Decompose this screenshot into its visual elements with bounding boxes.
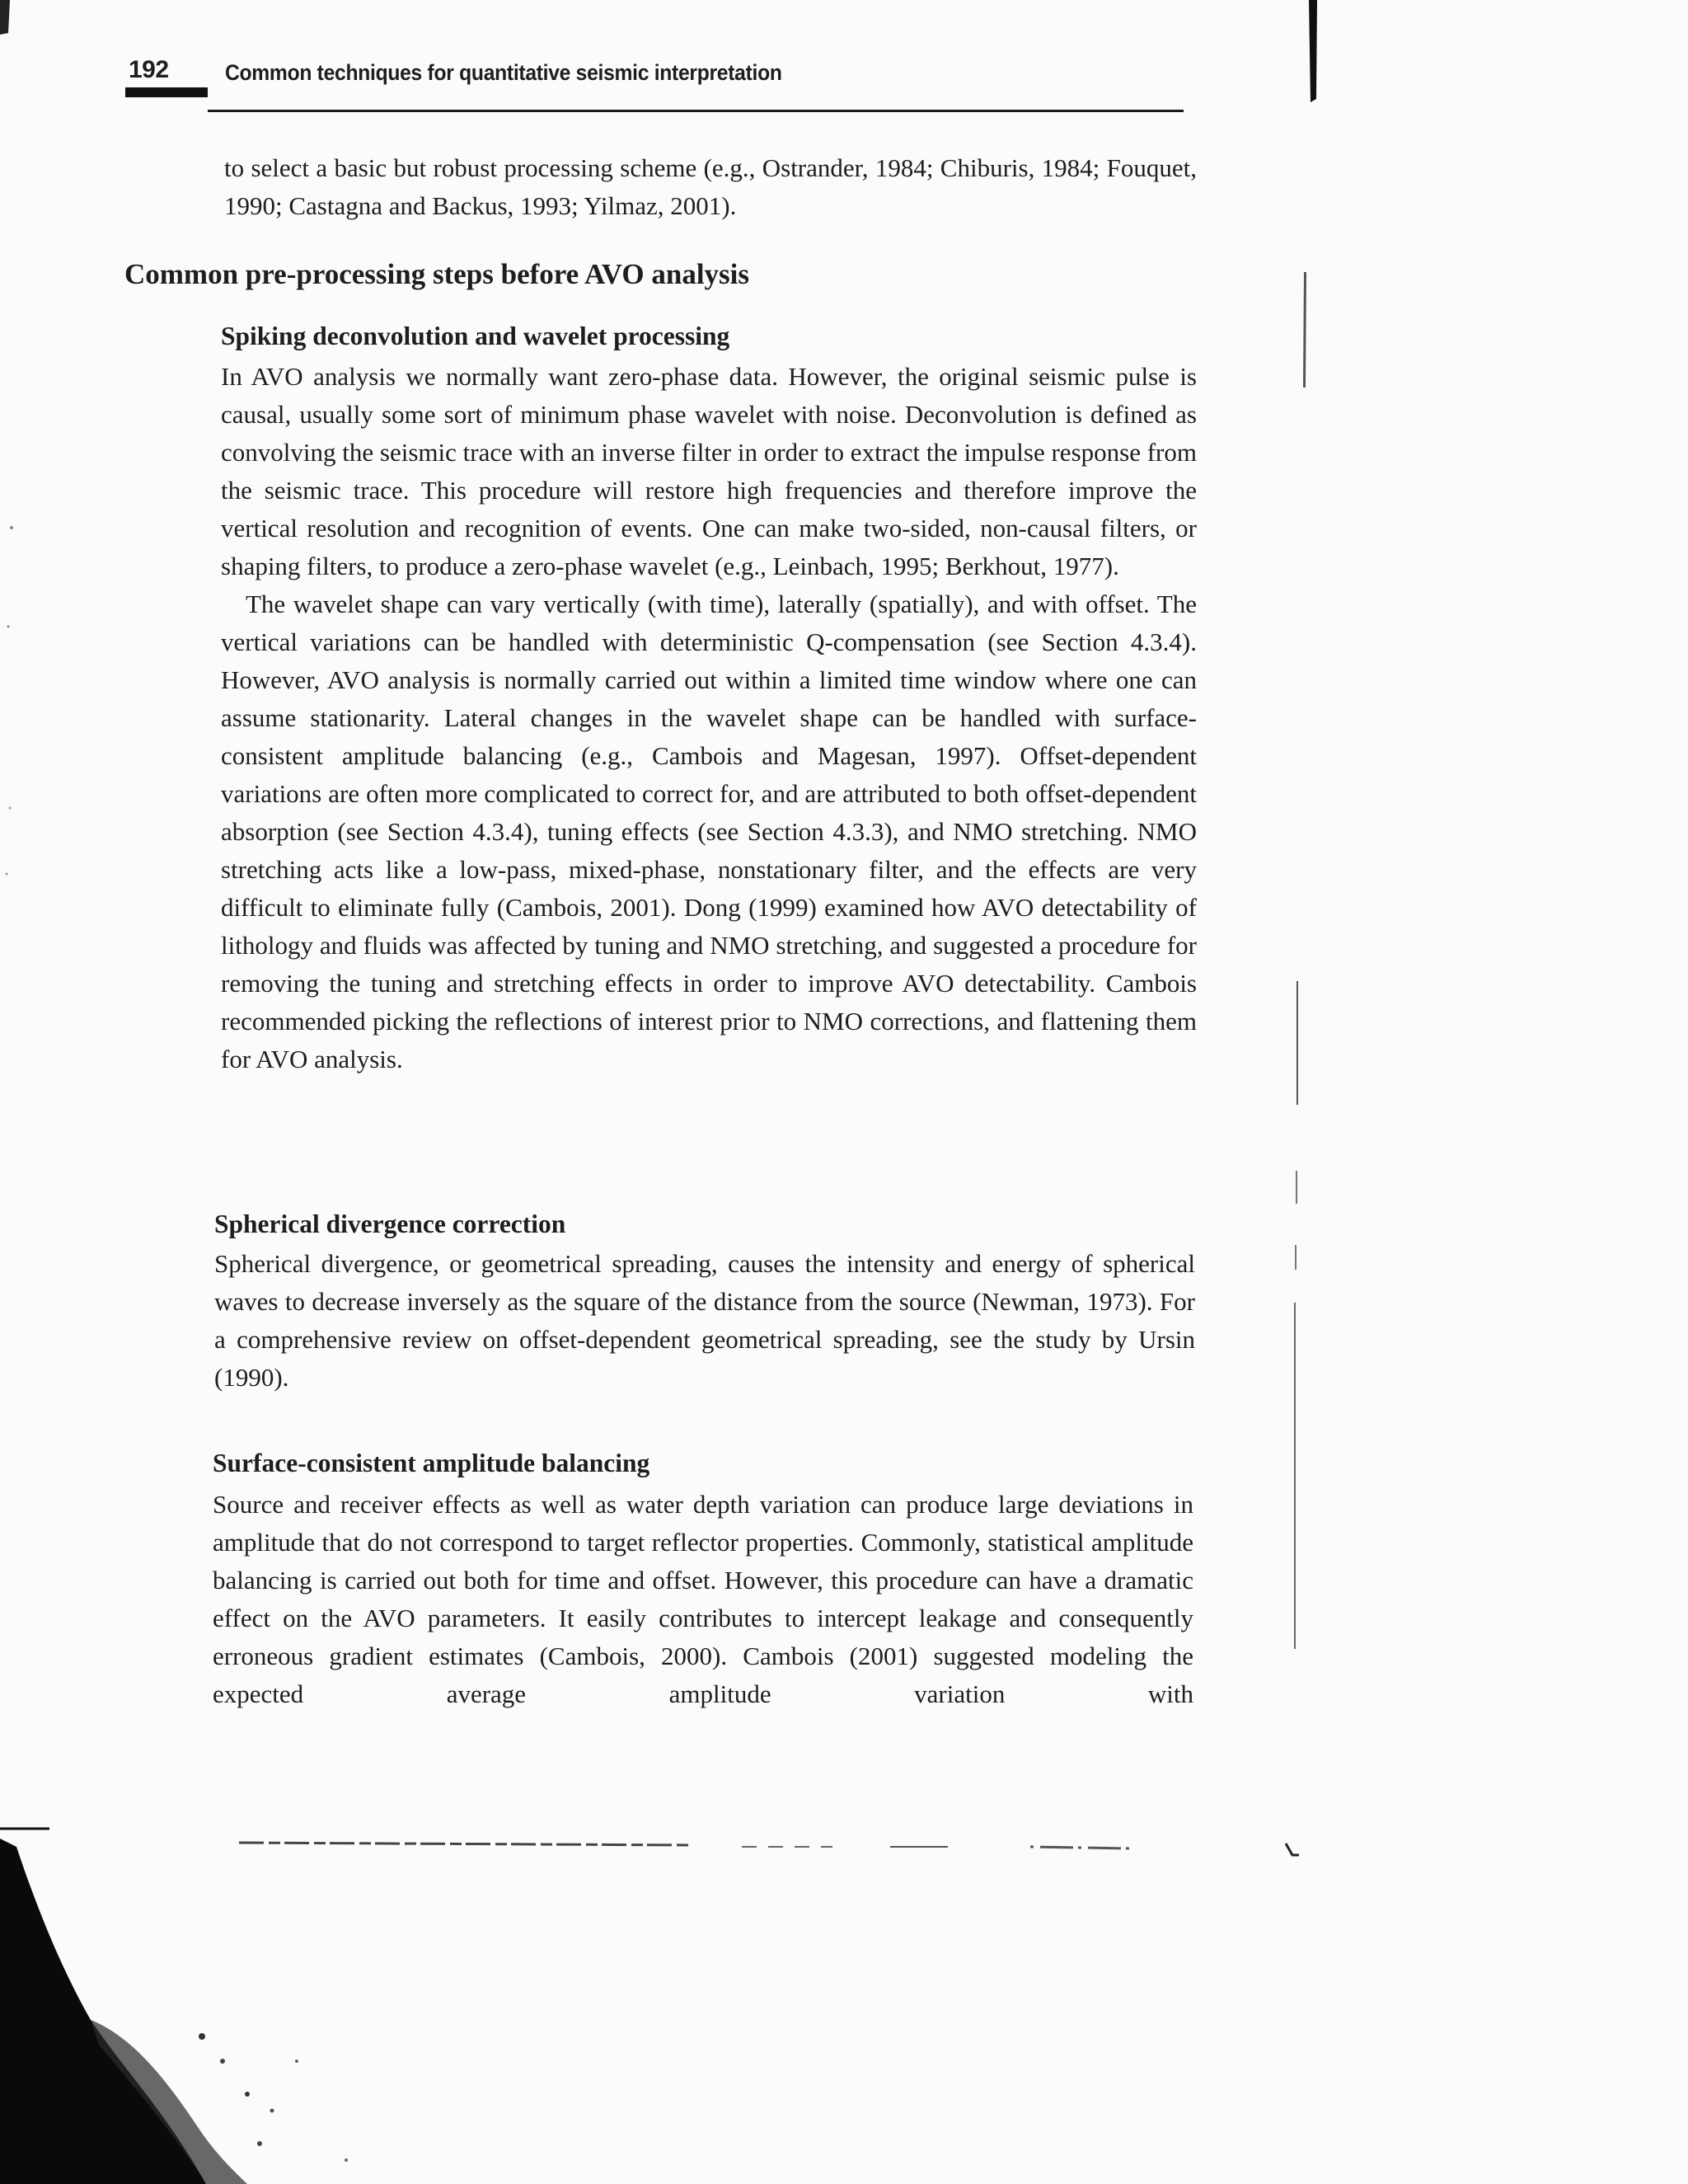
body-paragraph: The wavelet shape can vary vertically (with time), laterally (spatially), and with offset. The vertical variations can be handled with deterministic Q-compensation (see Section 4.3.4). However, AVO analysis is normally carried out within a limited time window where one can assume stationarity. Lateral changes in the wavelet shape can be handled with surface-consistent amplitude balancing (e.g., Cambois and Magesan, 1997). Offset-dependent variations are often more complicated to correct for, and are attributed to both offset-dependent absorption (see Section 4.3.4), tuning effects (see Section 4.3.3), and NMO stretching. NMO stretching acts like a low-pass, mixed-phase, nonstationary filter, and the effects are very difficult to eliminate fully (Cambois, 2001). Dong (1999) examined how AVO detectability of lithology and fluids was affected by tuning and NMO stretching, and suggested a procedure for removing the tuning and stretching effects in order to improve AVO detectability. Cambois recommended picking the reflections of interest prior to NMO corrections, and flattening them for AVO analysis. <box>221 589 1197 1073</box>
subsection-title-spherical-divergence: Spherical divergence correction <box>214 1209 566 1238</box>
speck <box>10 526 13 529</box>
speck <box>270 2109 274 2113</box>
section-title: Common pre-processing steps before AVO analysis <box>124 258 750 290</box>
right-edge-mark <box>1296 1171 1297 1204</box>
body-paragraph: Spherical divergence, or geometrical spreading, causes the intensity and energy of spherical waves to decrease inversely as the square of the distance from the source (Newman, 1973). For a comprehensive review on offset-dependent geometrical spreading, see the study by Ursin (1990). <box>214 1249 1195 1392</box>
intro-paragraph-text: to select a basic but robust processing scheme (e.g., Ostrander, 1984; Chiburis, 1984; Fouquet, 1990; Castagna and Backus, 1993; Yilmaz, 2001). <box>224 153 1197 220</box>
corner-mark-top-left <box>0 0 10 35</box>
speck <box>345 2158 348 2162</box>
speck <box>245 2092 250 2097</box>
body-paragraph: Source and receiver effects as well as water depth variation can produce large deviations in amplitude that do not correspond to target reflector properties. Commonly, statistical amplitude balancing is carried out both for time and offset. However, this procedure can have a dramatic effect on the AVO parameters. It easily contributes to intercept leakage and consequently erroneous gradient estimates (Cambois, 2000). Cambois (2001) suggested modeling the expected average amplitude variation with <box>213 1490 1193 1708</box>
subsection-title-deconvolution: Spiking deconvolution and wavelet processing <box>221 322 730 350</box>
speck <box>295 2060 298 2063</box>
right-edge-mark <box>1295 1245 1296 1270</box>
speck <box>6 873 8 876</box>
speck <box>257 2141 262 2146</box>
subsection-title-amplitude-balancing: Surface-consistent amplitude balancing <box>213 1449 650 1477</box>
page-number: 192 <box>129 56 169 83</box>
right-edge-mark <box>1303 272 1306 387</box>
subsection-body-spherical-divergence <box>214 1245 1195 1397</box>
right-edge-top <box>1309 0 1317 102</box>
subsection-body-deconvolution <box>221 358 1197 1078</box>
bottom-corner-mark <box>1286 1843 1299 1855</box>
header-rule <box>208 110 1184 112</box>
intro-paragraph <box>224 149 1197 225</box>
binding-shadow <box>0 1839 206 2184</box>
body-paragraph: In AVO analysis we normally want zero-phase data. However, the original seismic pulse is causal, usually some sort of minimum phase wavelet with noise. Deconvolution is defined as convolving the seismic trace with an inverse filter in order to extract the impulse response from the seismic trace. This procedure will restore high frequencies and therefore improve the vertical resolution and recognition of events. One can make two-sided, non-causal filters, or shaping filters, to produce a zero-phase wavelet (e.g., Leinbach, 1995; Berkhout, 1977). <box>221 362 1197 580</box>
running-title: Common techniques for quantitative seismic interpretation <box>225 60 782 85</box>
right-edge-mark <box>1296 981 1298 1105</box>
speck <box>9 807 12 810</box>
right-edge-mark <box>1294 1303 1296 1649</box>
speck <box>7 626 10 628</box>
subsection-body-amplitude-balancing <box>213 1486 1193 1713</box>
page-number-bar <box>125 87 208 97</box>
bottom-dashed-line <box>239 1843 692 1845</box>
speck <box>199 2033 205 2040</box>
binding-shadow-speckle <box>91 2020 247 2184</box>
speck <box>220 2059 225 2064</box>
bottom-dashed-line <box>1030 1847 1129 1848</box>
